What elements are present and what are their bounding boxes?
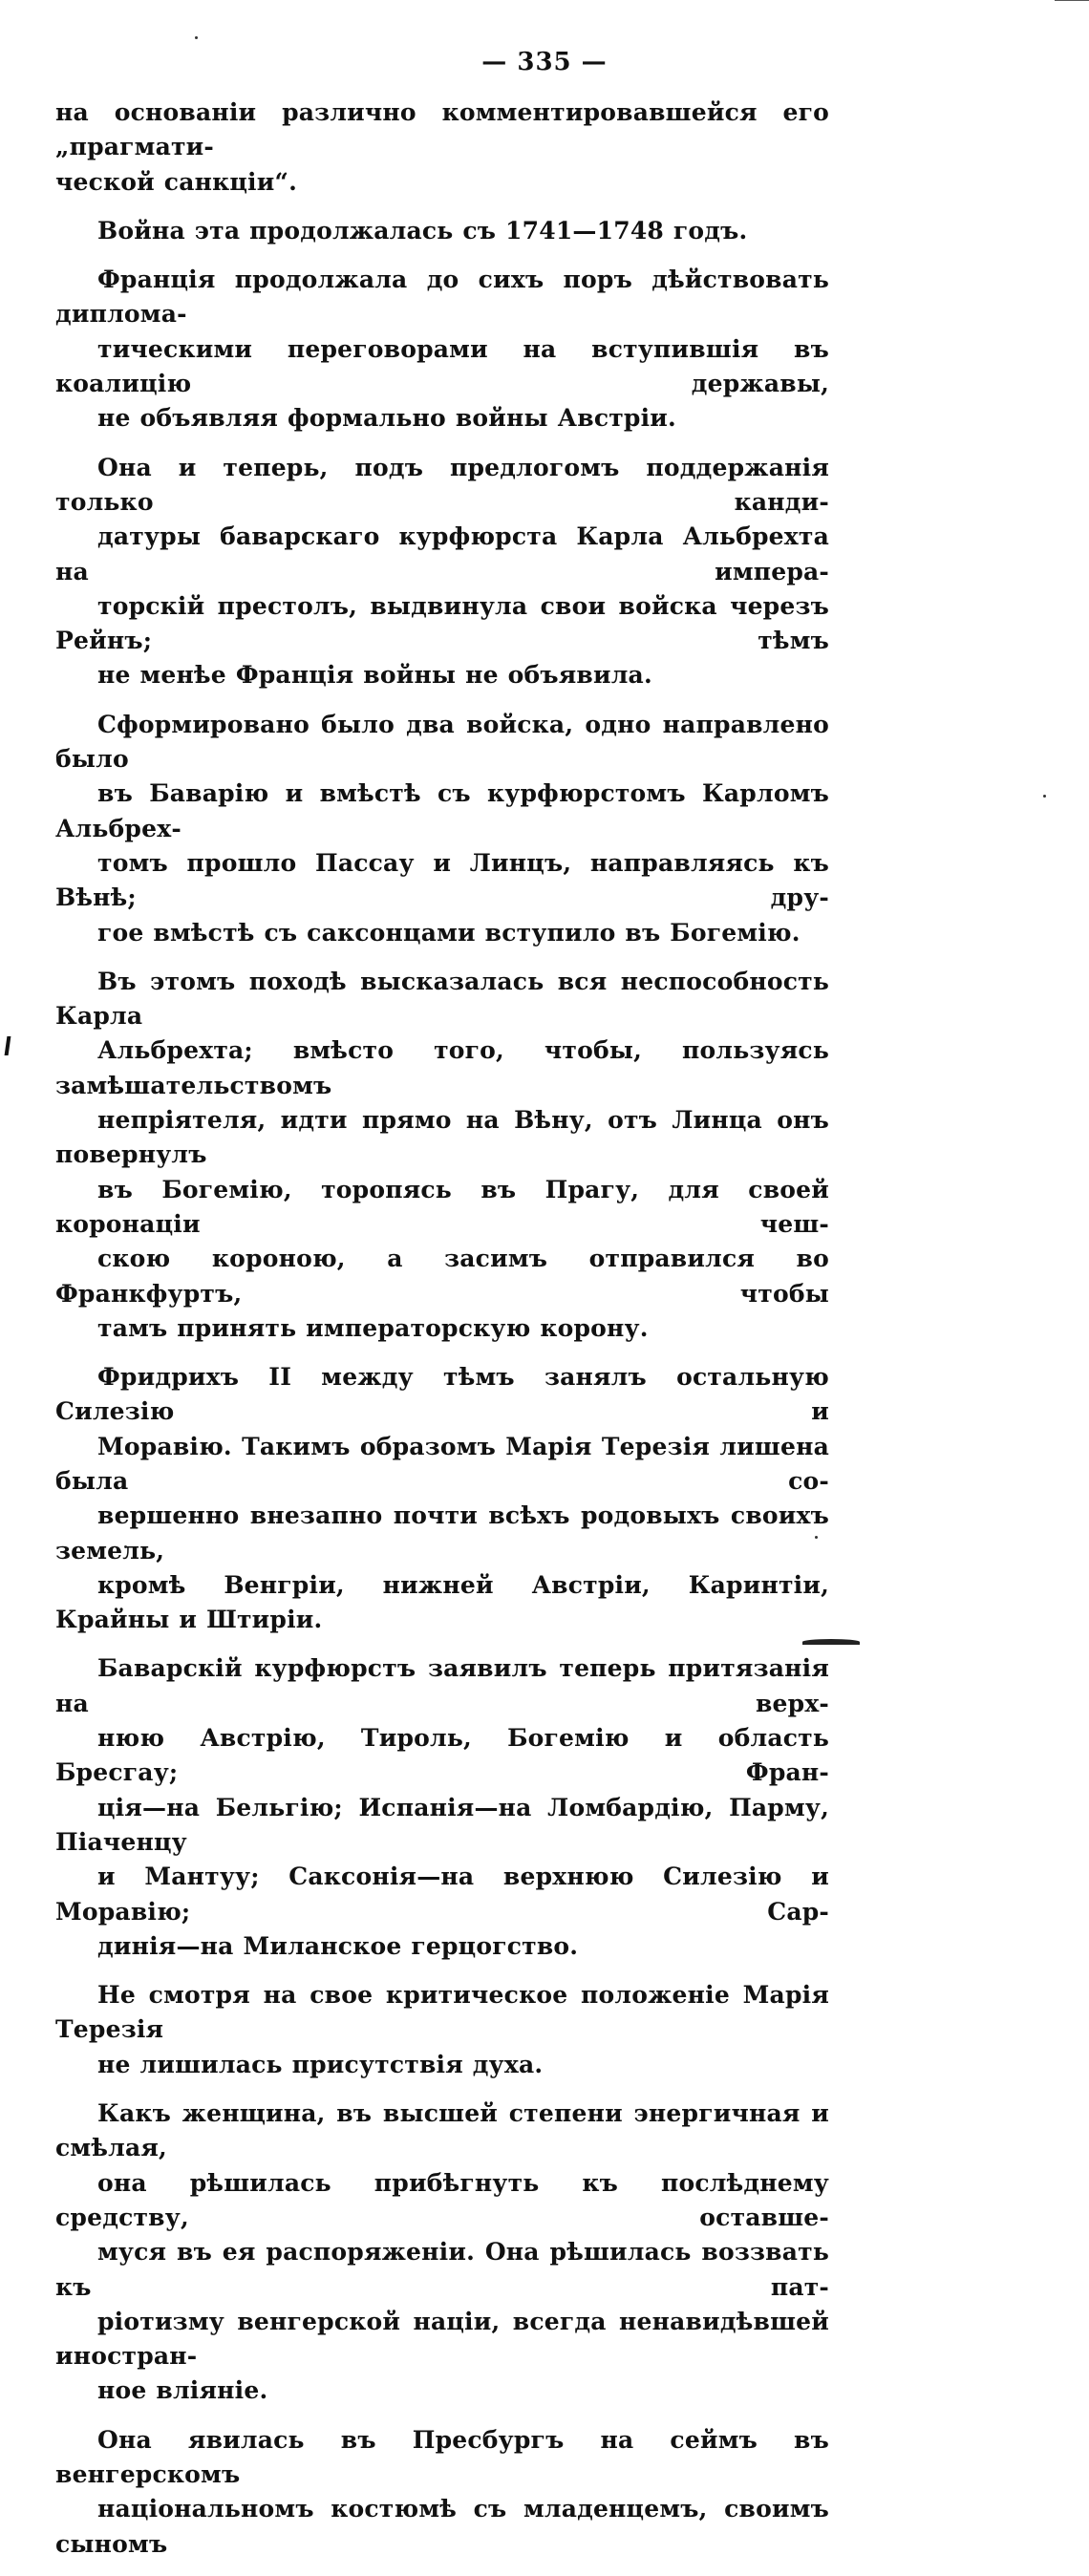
text-line: національномъ костюмѣ съ младенцемъ, своимъ сыномъ — [55, 2495, 829, 2558]
text-line: ное вліяніе. — [97, 2376, 268, 2405]
paragraph — [55, 708, 829, 950]
paragraph — [55, 451, 829, 693]
text-line: гое вмѣстѣ съ саксонцами вступило въ Богемію. — [97, 918, 801, 947]
text-line: муся въ ея распоряженіи. Она рѣшилась воззвать къ пат- — [55, 2238, 829, 2301]
text-line: тамъ принять императорскую корону. — [97, 1313, 649, 1342]
text-line: Она и теперь, подъ предлогомъ поддержанія только канди- — [55, 453, 829, 516]
paragraph — [55, 96, 829, 200]
text-line: Въ этомъ походѣ высказалась вся неспособность Карла — [55, 967, 829, 1031]
paragraph — [55, 965, 829, 1346]
text-line: въ Баварію и вмѣстѣ съ курфюрстомъ Карломъ Альбрех- — [55, 779, 829, 842]
paragraph — [55, 263, 829, 436]
text-line: она рѣшилась прибѣгнуть къ послѣднему средству, оставше- — [55, 2168, 829, 2231]
text-line: не менѣе Франція войны не объявила. — [97, 661, 652, 690]
text-line: Баварскій курфюрстъ заявилъ теперь притязанія на верх- — [55, 1654, 829, 1717]
margin-mark — [5, 1036, 11, 1055]
text-line: Какъ женщина, въ высшей степени энергичная и смѣлая, — [55, 2099, 829, 2162]
paragraph — [55, 2097, 829, 2409]
text-line: Франція продолжала до сихъ поръ дѣйствовать диплома- — [55, 266, 829, 329]
text-line: въ Богемію, торопясь въ Прагу, для своей коронаціи чеш- — [55, 1175, 829, 1238]
text-line: Она явилась въ Пресбургъ на сеймъ въ венгерскомъ — [55, 2425, 829, 2488]
text-line: Не смотря на свое критическое положеніе Марія Терезія — [55, 1981, 829, 2044]
scan-speck — [1043, 795, 1046, 798]
text-line: томъ прошло Пассау и Линцъ, направляясь къ Вѣнѣ; дру- — [55, 848, 829, 912]
text-line: Фридрихъ II между тѣмъ занялъ остальную Силезію и — [55, 1363, 829, 1426]
text-line: не лишилась присутствія духа. — [97, 2050, 544, 2078]
text-line: Моравію. Такимъ образомъ Марія Терезія лишена была со- — [55, 1432, 829, 1495]
paragraph — [55, 2423, 829, 2562]
paragraph — [55, 1651, 829, 1964]
text-line: ція—на Бельгію; Испанія—на Ломбардію, Парму, Піаченцу — [55, 1793, 829, 1856]
scan-edge-line — [1055, 0, 1089, 1]
text-line: скою короною, а засимъ отправился во Франкфуртъ, чтобы — [55, 1245, 829, 1308]
text-line: не объявляя формально войны Австріи. — [97, 404, 676, 433]
paragraph — [55, 214, 829, 248]
text-line: нюю Австрію, Тироль, Богемію и область Бресгау; Фран- — [55, 1724, 829, 1787]
body-text — [55, 96, 829, 2576]
text-line: кромѣ Венгріи, нижней Австріи, Каринтіи, Крайны и Штиріи. — [55, 1570, 829, 1634]
text-line: Война эта продолжалась съ 1741—1748 годъ. — [97, 216, 748, 245]
text-line: ріотизму венгерской націи, всегда ненавидѣвшей иностран- — [55, 2307, 829, 2371]
text-line: Альбрехта; вмѣсто того, чтобы, пользуясь замѣшательствомъ — [55, 1036, 829, 1099]
scan-speck — [195, 36, 198, 39]
text-line: ческой санкціи“. — [55, 167, 297, 196]
page-number: — 335 — — [481, 48, 608, 76]
text-line: динія—на Миланское герцогство. — [97, 1931, 579, 1960]
text-line: на основаніи различно комментировавшейся его „прагмати- — [55, 98, 829, 161]
text-line: и Мантуу; Саксонія—на верхнюю Силезію и Моравію; Сар- — [55, 1863, 829, 1926]
text-line: тическими переговорами на вступившія въ коалицію державы, — [55, 334, 829, 398]
text-line: непріятеля, идти прямо на Вѣну, отъ Линца онъ повернулъ — [55, 1106, 829, 1169]
paragraph — [55, 1360, 829, 1637]
text-line: Сформировано было два войска, одно направлено было — [55, 710, 829, 774]
text-line: датуры баварскаго курфюрста Карла Альбрехта на импера- — [55, 522, 829, 585]
paragraph — [55, 1978, 829, 2082]
text-line: торскій престолъ, выдвинула свои войска черезъ Рейнъ; тѣмъ — [55, 591, 829, 655]
text-line: вершенно внезапно почти всѣхъ родовыхъ своихъ земель, — [55, 1501, 829, 1565]
